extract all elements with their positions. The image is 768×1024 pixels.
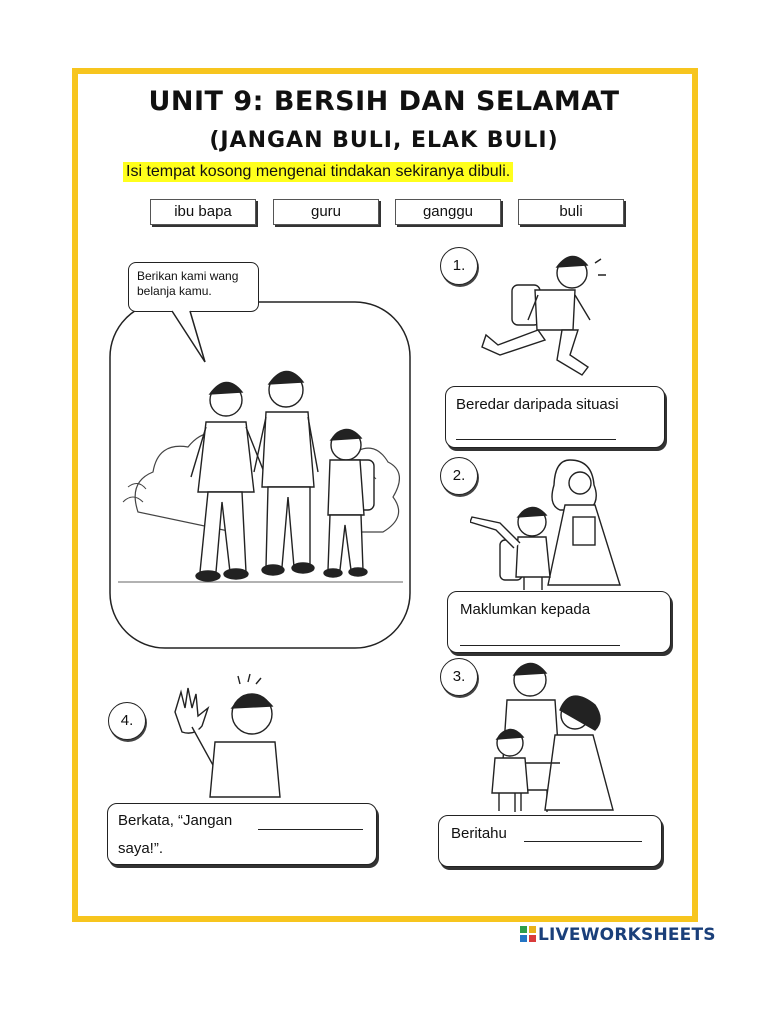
question-2-number: 2. [440, 457, 478, 495]
question-3-answer-input[interactable] [524, 823, 642, 842]
question-4-text-after: saya!”. [118, 840, 164, 857]
worksheet-subtitle: (JANGAN BULI, ELAK BULI) [209, 128, 559, 153]
question-2-box [447, 591, 671, 653]
worksheet-title: UNIT 9: BERSIH DAN SELAMAT [148, 86, 620, 117]
liveworksheets-logo-icon [520, 926, 536, 942]
speech-bubble [128, 262, 259, 312]
watermark-text: LIVEWORKSHEETS [538, 925, 716, 945]
question-1-text: Beredar daripada situasi [456, 396, 619, 413]
boy-with-parents-illustration [485, 655, 630, 815]
question-1-answer-input[interactable] [456, 421, 616, 440]
word-bank-guru[interactable]: guru [273, 199, 379, 225]
question-4-text-before: Berkata, “Jangan [118, 812, 233, 829]
question-2-answer-input[interactable] [460, 627, 620, 646]
question-3-text: Beritahu [451, 825, 507, 842]
question-2-text: Maklumkan kepada [460, 601, 591, 618]
liveworksheets-watermark [520, 925, 716, 945]
boy-telling-teacher-illustration [470, 455, 630, 590]
speech-bubble-tail [160, 310, 220, 370]
speech-line-1: Berikan kami wang [137, 269, 239, 283]
running-boy-illustration [470, 245, 620, 385]
bullying-scene-illustration [108, 262, 412, 650]
question-4-box [107, 803, 377, 865]
question-1-number: 1. [440, 247, 478, 285]
boy-saying-stop-illustration [170, 672, 290, 802]
word-bank-ibu-bapa[interactable]: ibu bapa [150, 199, 256, 225]
question-1-box [445, 386, 665, 448]
question-4-answer-input[interactable] [258, 811, 363, 830]
word-bank-buli[interactable]: buli [518, 199, 624, 225]
question-4-number: 4. [108, 702, 146, 740]
speech-line-2: belanja kamu. [137, 284, 212, 298]
question-3-number: 3. [440, 658, 478, 696]
word-bank-ganggu[interactable]: ganggu [395, 199, 501, 225]
question-3-box [438, 815, 662, 867]
instruction-text: Isi tempat kosong mengenai tindakan sekiranya dibuli. [123, 162, 513, 182]
